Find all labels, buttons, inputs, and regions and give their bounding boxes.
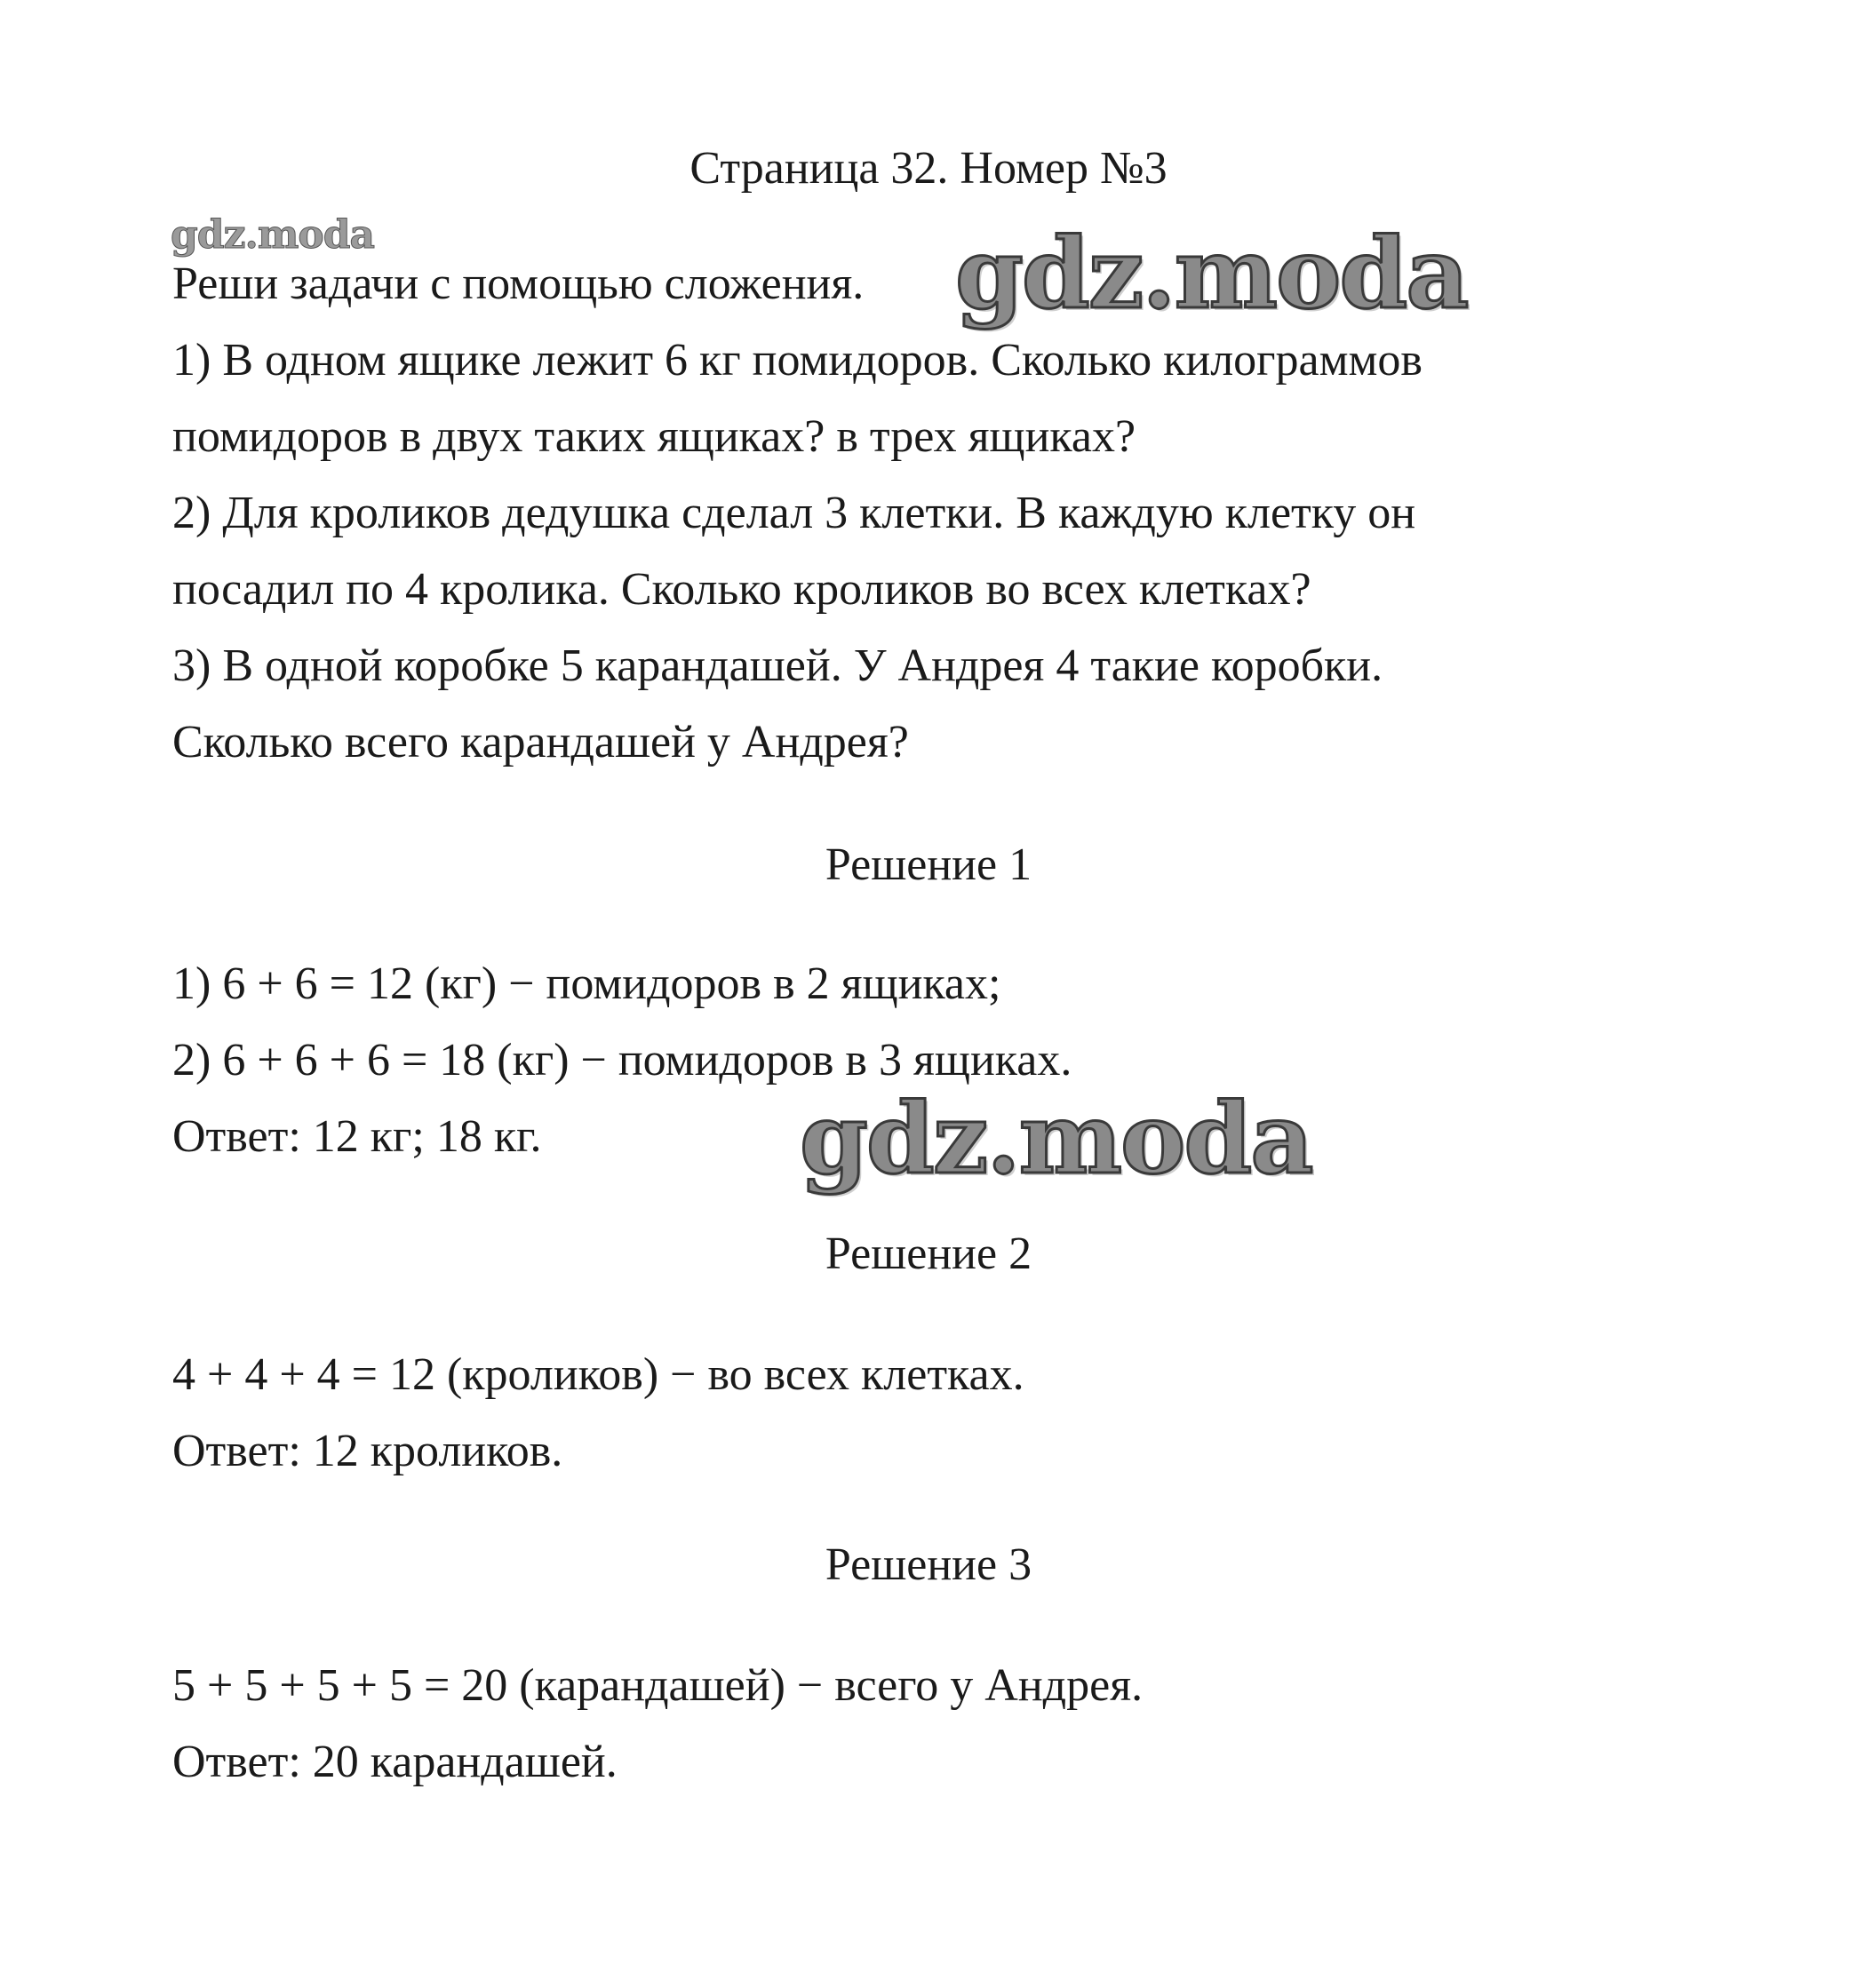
task-line-5: 3) В одной коробке 5 карандашей. У Андрея 4 такие коробки. xyxy=(172,640,1383,691)
solution-3-line-1: 5 + 5 + 5 + 5 = 20 (карандашей) − всего у Андрея. xyxy=(172,1660,1144,1711)
page-title: Страница 32. Номер №3 xyxy=(689,143,1168,194)
watermark-large-middle: gdz.moda xyxy=(800,1081,1312,1196)
watermark-small: gdz.moda xyxy=(171,212,375,258)
solution-2-line-1: 4 + 4 + 4 = 12 (кроликов) − во всех клетках. xyxy=(172,1349,1024,1400)
task-line-3: 2) Для кроликов дедушка сделал 3 клетки. В каждую клетку он xyxy=(172,488,1416,538)
solution-1-heading: Решение 1 xyxy=(825,839,1032,890)
task-line-6: Сколько всего карандашей у Андрея? xyxy=(172,717,909,767)
solution-3-answer: Ответ: 20 карандашей. xyxy=(172,1737,618,1787)
solution-3-heading: Решение 3 xyxy=(825,1539,1032,1590)
task-line-4: посадил по 4 кролика. Сколько кроликов во всех клетках? xyxy=(172,564,1311,615)
solution-2-heading: Решение 2 xyxy=(825,1229,1032,1279)
task-intro: Реши задачи с помощью сложения. xyxy=(172,258,865,309)
task-line-2: помидоров в двух таких ящиках? в трех ящиках? xyxy=(172,411,1136,462)
task-line-1: 1) В одном ящике лежит 6 кг помидоров. Сколько килограммов xyxy=(172,335,1423,386)
solution-1-answer: Ответ: 12 кг; 18 кг. xyxy=(172,1111,542,1162)
solution-2-answer: Ответ: 12 кроликов. xyxy=(172,1426,563,1476)
watermark-large-top: gdz.moda xyxy=(955,216,1468,330)
solution-1-line-2: 2) 6 + 6 + 6 = 18 (кг) − помидоров в 3 ящиках. xyxy=(172,1035,1072,1085)
solution-1-line-1: 1) 6 + 6 = 12 (кг) − помидоров в 2 ящиках; xyxy=(172,958,1001,1009)
